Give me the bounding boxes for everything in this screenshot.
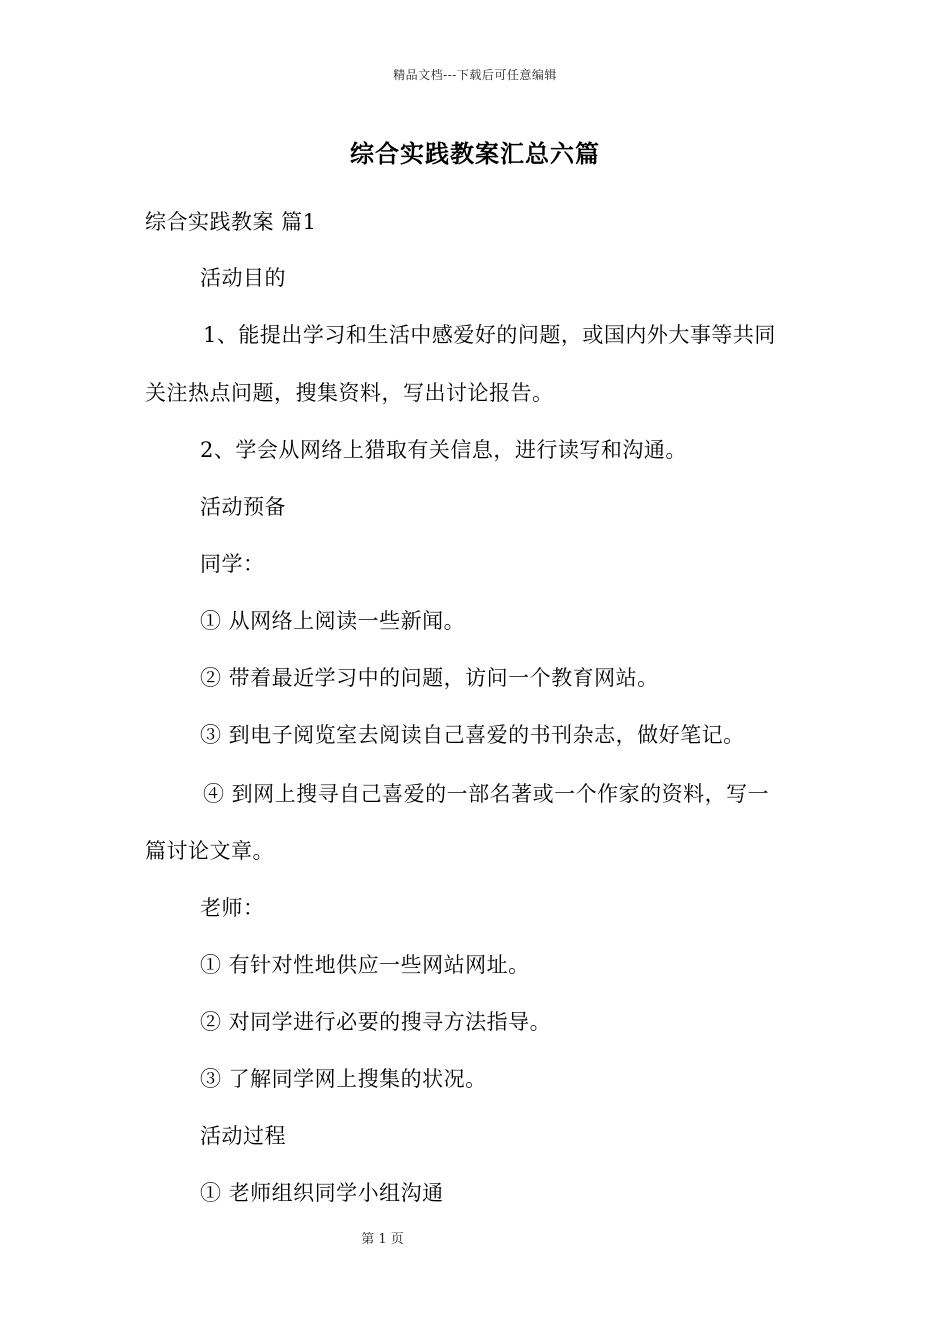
activity-prep-heading: 活动预备 — [200, 495, 286, 519]
student-item-2: ② 带着最近学习中的问题，访问一个教育网站。 — [200, 666, 659, 690]
student-item-3: ③ 到电子阅览室去阅读自己喜爱的书刊杂志，做好笔记。 — [200, 723, 745, 747]
student-item-4-line1: ④ 到网上搜寻自己喜爱的一部名著或一个作家的资料，写一 — [203, 782, 770, 806]
activity-process-heading: 活动过程 — [200, 1124, 286, 1148]
activity-goal-heading: 活动目的 — [200, 266, 286, 290]
student-item-1: ① 从网络上阅读一些新闻。 — [200, 609, 466, 633]
page-header: 精品文档---下载后可任意编辑 — [393, 68, 557, 82]
goal-2: 2、学会从网络上猎取有关信息，进行读写和沟通。 — [200, 438, 687, 462]
document-title: 综合实践教案汇总六篇 — [350, 139, 600, 168]
process-item-1: ① 老师组织同学小组沟通 — [200, 1181, 444, 1205]
goal-1-line2: 关注热点问题，搜集资料，写出讨论报告。 — [145, 381, 554, 405]
teacher-item-2: ② 对同学进行必要的搜寻方法指导。 — [200, 1010, 552, 1034]
student-item-4-line2: 篇讨论文章。 — [145, 839, 274, 863]
teacher-item-3: ③ 了解同学网上搜集的状况。 — [200, 1067, 487, 1091]
students-heading: 同学： — [200, 552, 265, 576]
teacher-heading: 老师： — [200, 896, 265, 920]
teacher-item-1: ① 有针对性地供应一些网站网址。 — [200, 953, 530, 977]
goal-1-line1: 1、能提出学习和生活中感爱好的问题，或国内外大事等共同 — [203, 323, 776, 347]
page-number: 第 1 页 — [361, 1232, 404, 1247]
section-heading: 综合实践教案 篇1 — [145, 210, 317, 234]
